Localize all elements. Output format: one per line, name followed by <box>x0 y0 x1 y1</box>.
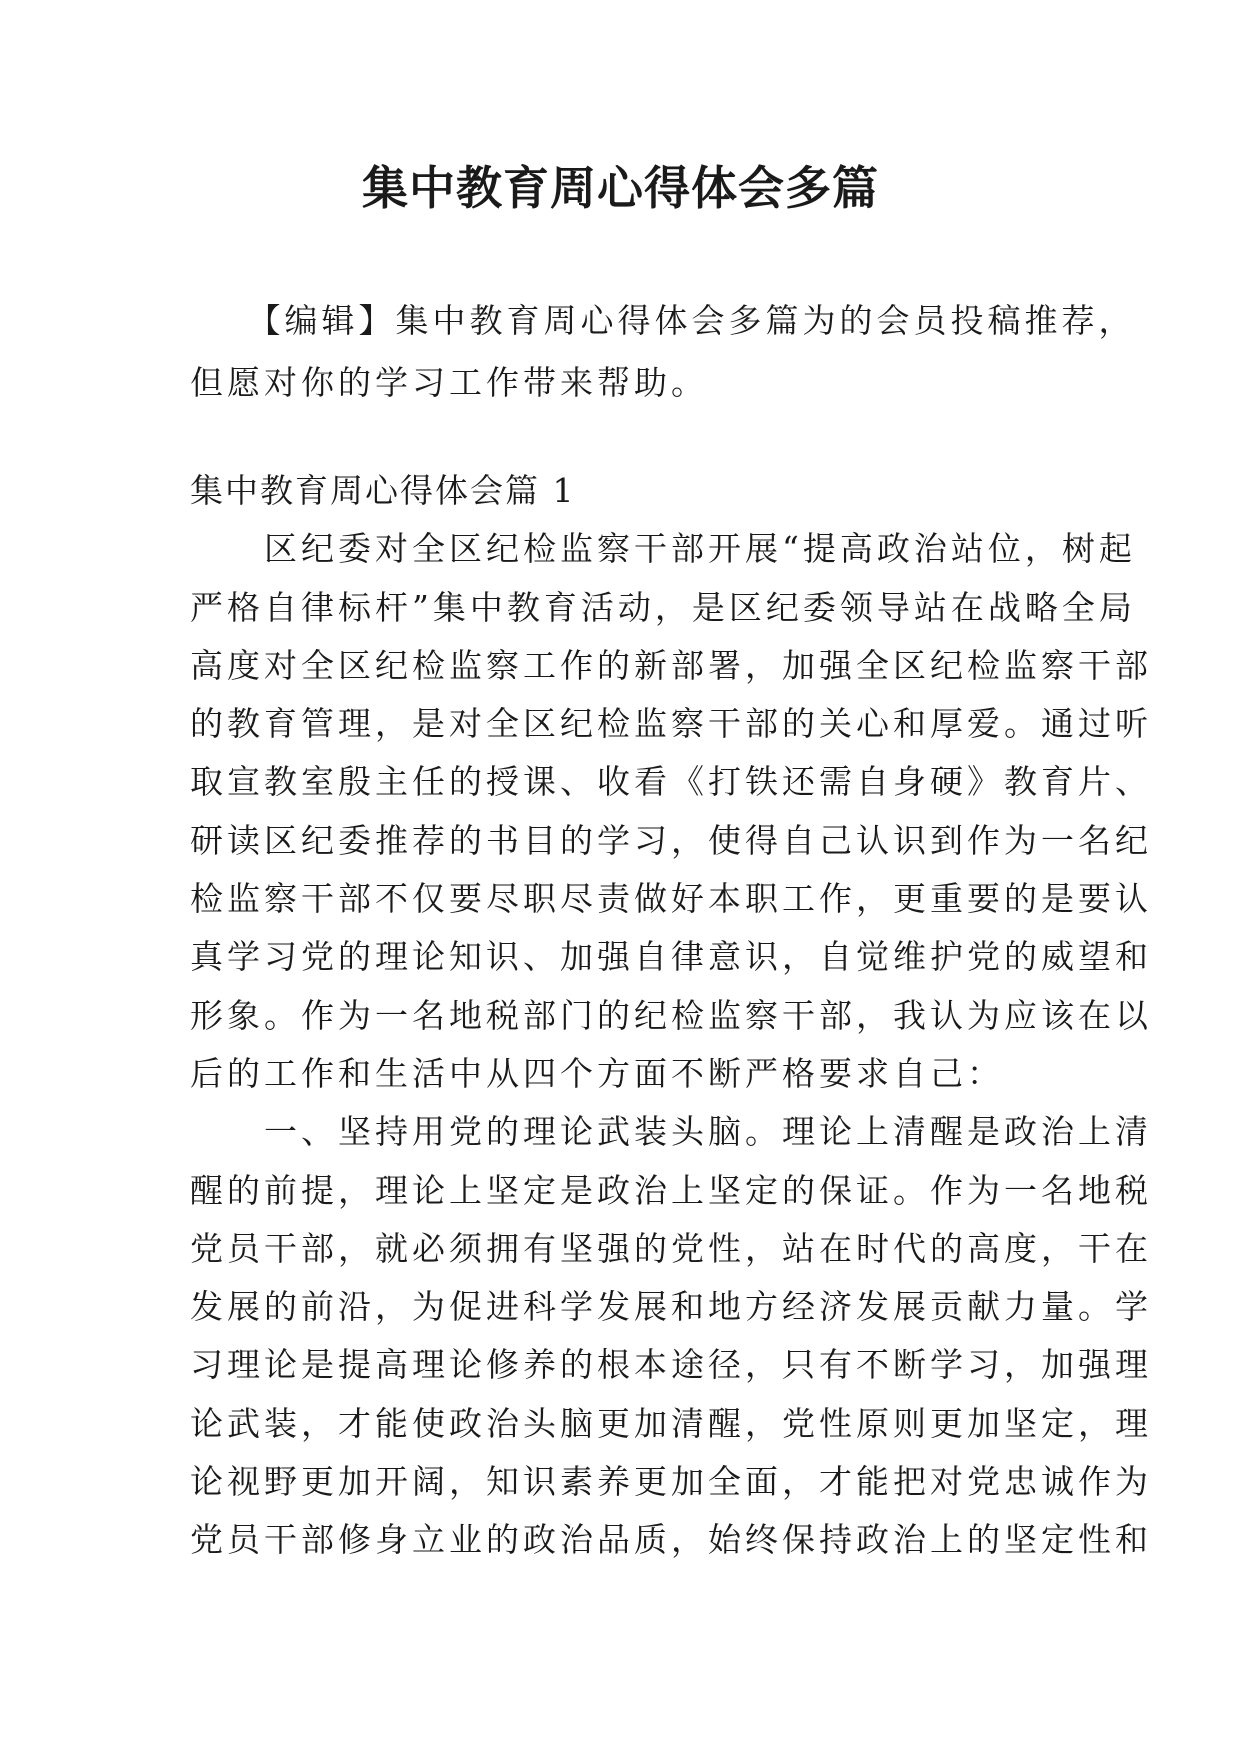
body-line: 后的工作和生活中从四个方面不断严格要求自己： <box>190 1053 1004 1093</box>
document-title: 集中教育周心得体会多篇 <box>362 161 879 215</box>
body-line: 研读区纪委推荐的书目的学习，使得自己认识到作为一名纪 <box>190 820 1152 860</box>
intro-paragraph <box>190 290 1136 414</box>
body-line: 习理论是提高理论修养的根本途径，只有不断学习，加强理 <box>190 1345 1152 1385</box>
article-body <box>190 462 1152 1570</box>
body-line: 检监察干部不仅要尽职尽责做好本职工作，更重要的是要认 <box>190 879 1152 919</box>
body-line: 的教育管理，是对全区纪检监察干部的关心和厚爱。通过听 <box>190 704 1152 744</box>
intro-line: 【编辑】集中教育周心得体会多篇为的会员投稿推荐， <box>190 301 1136 340</box>
intro-line: 但愿对你的学习工作带来帮助。 <box>190 363 708 402</box>
body-line: 论视野更加开阔，知识素养更加全面，才能把对党忠诚作为 <box>190 1462 1152 1502</box>
body-line: 形象。作为一名地税部门的纪检监察干部，我认为应该在以 <box>190 995 1152 1035</box>
body-line: 取宣教室殷主任的授课、收看《打铁还需自身硬》教育片、 <box>190 762 1152 802</box>
body-line: 论武装，才能使政治头脑更加清醒，党性原则更加坚定，理 <box>190 1403 1152 1443</box>
body-line: 高度对全区纪检监察工作的新部署，加强全区纪检监察干部 <box>190 645 1152 685</box>
body-line: 区纪委对全区纪检监察干部开展“提高政治站位，树起 <box>190 529 1136 569</box>
body-line: 严格自律标杆”集中教育活动，是区纪委领导站在战略全局 <box>190 587 1136 627</box>
body-line: 真学习党的理论知识、加强自律意识，自觉维护党的威望和 <box>190 937 1152 977</box>
body-line: 醒的前提，理论上坚定是政治上坚定的保证。作为一名地税 <box>190 1170 1152 1210</box>
body-line: 党员干部修身立业的政治品质，始终保持政治上的坚定性和 <box>190 1520 1152 1560</box>
body-line: 党员干部，就必须拥有坚强的党性，站在时代的高度，干在 <box>190 1228 1152 1268</box>
body-line: 一、坚持用党的理论武装头脑。理论上清醒是政治上清 <box>190 1112 1152 1152</box>
body-line: 发展的前沿，为促进科学发展和地方经济发展贡献力量。学 <box>190 1287 1152 1327</box>
section-heading: 集中教育周心得体会篇 1 <box>190 471 576 510</box>
